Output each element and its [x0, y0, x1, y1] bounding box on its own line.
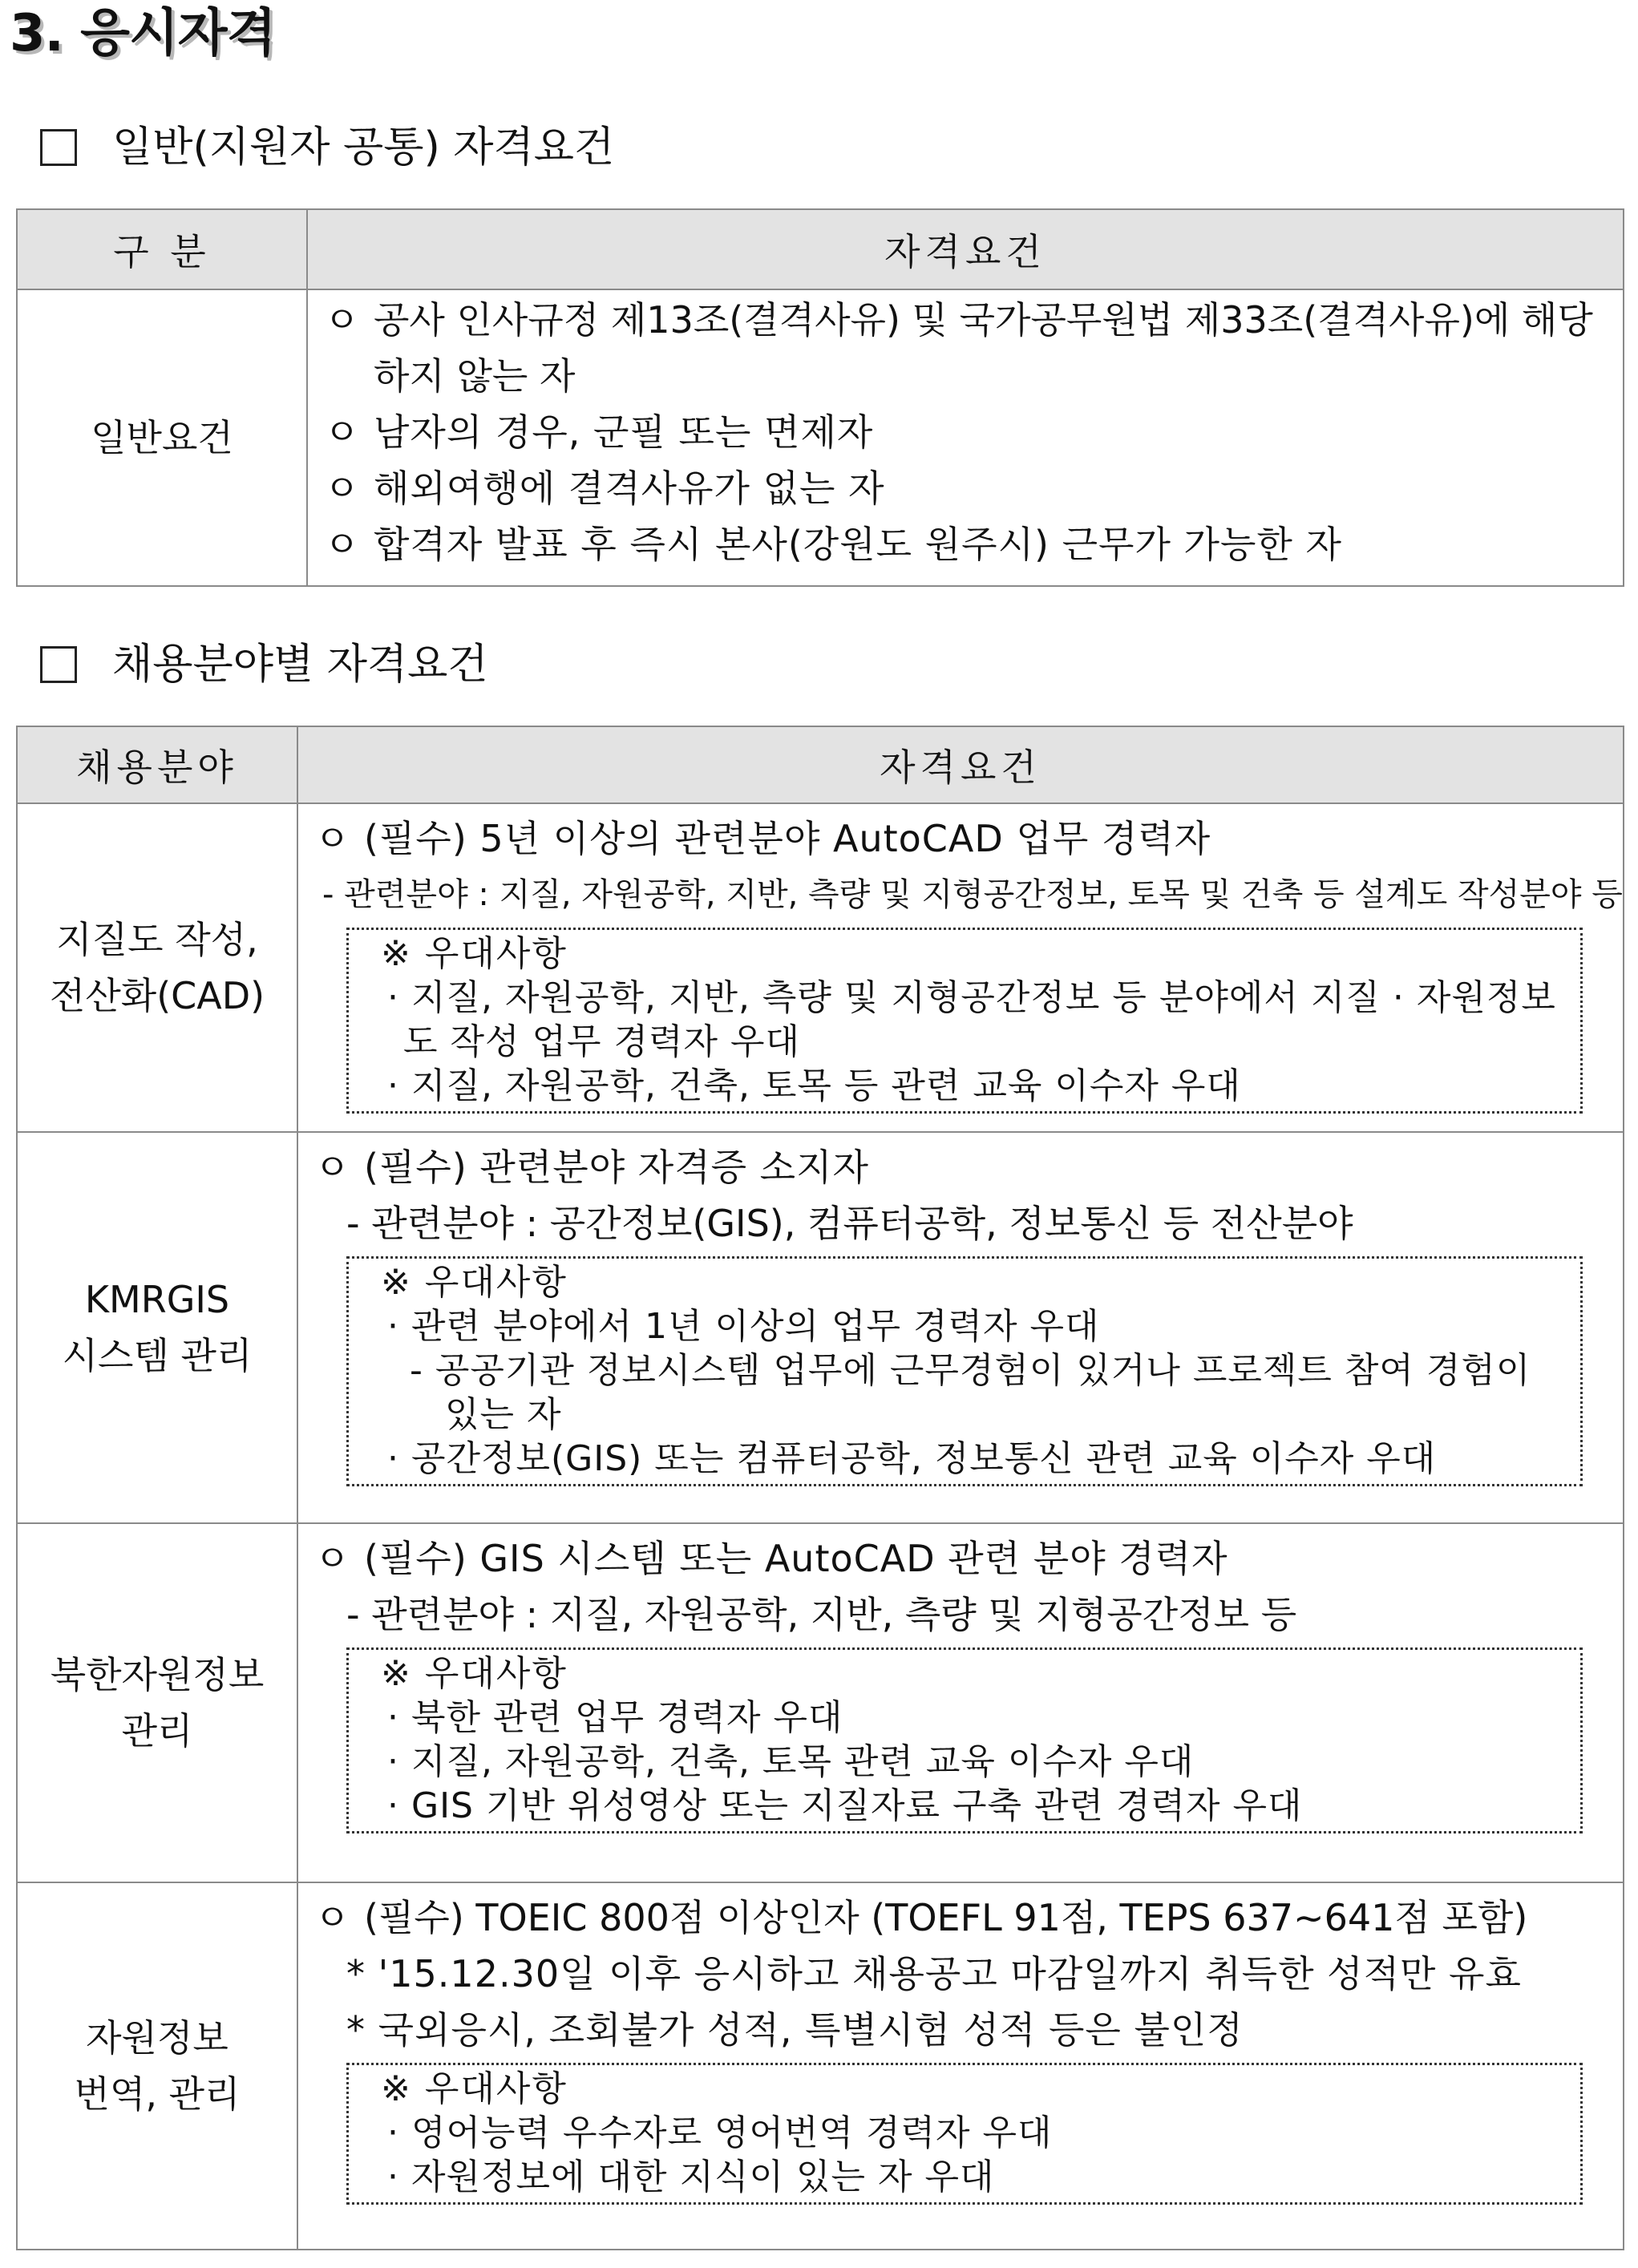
preference-item: · 관련 분야에서 1년 이상의 업무 경력자 우대 [387, 1306, 1100, 1347]
requirements-cell [297, 803, 1624, 1132]
note-line: * '15.12.30일 이후 응시하고 채용공고 마감일까지 취득한 성적만 유효 [346, 1952, 1522, 1995]
bullet-icon: ㅇ [314, 1896, 350, 1939]
reference-mark-icon: ※ [381, 933, 412, 974]
required-item: ㅇ (필수) GIS 시스템 또는 AutoCAD 관련 분야 경력자 [314, 1530, 1607, 1587]
field-requirements-table [16, 726, 1624, 2250]
preference-item: · 지질, 자원공학, 건축, 토목 관련 교육 이수자 우대 [387, 1741, 1195, 1782]
preference-box: ※ 우대사항 · 관련 분야에서 1년 이상의 업무 경력자 우대 - 공공기관 정보시스템 업무에 근무경험이 있거나 프로젝트 참여 경험이 있는 자 · 공간정보(GIS) 또는 컴퓨터공학, 정보통신 관련 교육 이수자 우대 [346, 1256, 1583, 1486]
table-row [17, 803, 1624, 1132]
preference-item: · 지질, 자원공학, 건축, 토목 등 관련 교육 이수자 우대 [387, 1065, 1241, 1106]
preference-item: · 공간정보(GIS) 또는 컴퓨터공학, 정보통신 관련 교육 이수자 우대 [387, 1438, 1437, 1479]
detail-line: - 관련분야 : 지질, 자원공학, 지반, 측량 및 지형공간정보, 토목 및 건축 등 설계도 작성분야 등 [322, 876, 1623, 913]
preference-box: ※ 우대사항 · 영어능력 우수자로 영어번역 경력자 우대 · 자원정보에 대한 지식이 있는 자 우대 [346, 2063, 1583, 2205]
required-item: ㅇ (필수) 5년 이상의 관련분야 AutoCAD 업무 경력자 [314, 811, 1607, 867]
requirements-cell [297, 1132, 1624, 1523]
header-requirements: 자격요건 [307, 209, 1624, 289]
preference-box: ※ 우대사항 · 지질, 자원공학, 지반, 측량 및 지형공간정보 등 분야에서 지질 · 자원정보도 작성 업무 경력자 우대 · 지질, 자원공학, 건축, 토목 등 관련 교육 이수자 우대 [346, 928, 1583, 1114]
row-category: 북한자원정보 관리 [17, 1523, 297, 1882]
preference-item: · GIS 기반 위성영상 또는 지질자료 구축 관련 경력자 우대 [387, 1785, 1303, 1826]
bullet-icon: ㅇ [324, 298, 360, 342]
bullet-icon: ㅇ [314, 1146, 350, 1189]
checkbox-icon [40, 646, 77, 683]
row-category: 자원정보 번역, 관리 [17, 1882, 297, 2250]
header-category: 구 분 [17, 209, 307, 289]
bullet-icon: ㅇ [314, 817, 350, 860]
bullet-icon: ㅇ [324, 410, 360, 454]
list-item: ㅇ 남자의 경우, 군필 또는 면제자 [324, 404, 1607, 460]
page-title: 3. 응시자격 [10, 4, 276, 63]
table-row [17, 289, 1624, 586]
detail-line: - 관련분야 : 지질, 자원공학, 지반, 측량 및 지형공간정보 등 [346, 1593, 1297, 1636]
list-item: ㅇ 공사 인사규정 제13조(결격사유) 및 국가공무원법 제33조(결격사유)에 해당하지 않는 자 [324, 292, 1607, 404]
checkbox-icon [40, 129, 77, 166]
preference-item: · 지질, 자원공학, 지반, 측량 및 지형공간정보 등 분야에서 지질 · 자원정보도 작성 업무 경력자 우대 [387, 977, 1556, 1062]
reference-mark-icon: ※ [381, 1653, 412, 1694]
list-item: ㅇ 합격자 발표 후 즉시 본사(강원도 원주시) 근무가 가능한 자 [324, 516, 1607, 572]
table-header-row [17, 726, 1624, 803]
detail-line: - 관련분야 : 공간정보(GIS), 컴퓨터공학, 정보통신 등 전산분야 [346, 1202, 1353, 1245]
requirements-cell [297, 1882, 1624, 2250]
table-header-row [17, 209, 1624, 289]
requirements-cell [307, 289, 1624, 586]
row-category: KMRGIS 시스템 관리 [17, 1132, 297, 1523]
header-requirements: 자격요건 [297, 726, 1624, 803]
required-item: ㅇ (필수) TOEIC 800점 이상인자 (TOEFL 91점, TEPS 637~641점 포함) [314, 1890, 1607, 1946]
bullet-icon: ㅇ [324, 467, 360, 510]
general-requirements-table [16, 208, 1624, 587]
reference-mark-icon: ※ [381, 2068, 412, 2109]
preference-item: · 자원정보에 대한 지식이 있는 자 우대 [387, 2157, 995, 2197]
preference-item: · 북한 관련 업무 경력자 우대 [387, 1697, 843, 1738]
list-item: ㅇ 해외여행에 결격사유가 없는 자 [324, 460, 1607, 516]
preference-item: · 영어능력 우수자로 영어번역 경력자 우대 [387, 2112, 1053, 2153]
section-general-title [40, 123, 615, 172]
preference-box: ※ 우대사항 · 북한 관련 업무 경력자 우대 · 지질, 자원공학, 건축, 토목 관련 교육 이수자 우대 · GIS 기반 위성영상 또는 지질자료 구축 관련 경력자 우대 [346, 1647, 1583, 1833]
table-row [17, 1523, 1624, 1882]
row-category: 지질도 작성, 전산화(CAD) [17, 803, 297, 1132]
required-item: ㅇ (필수) 관련분야 자격증 소지자 [314, 1139, 1607, 1195]
section-title-text: 일반(지원자 공통) 자격요건 [112, 123, 615, 172]
requirements-cell [297, 1523, 1624, 1882]
table-row [17, 1132, 1624, 1523]
header-field: 채용분야 [17, 726, 297, 803]
section-field-title [40, 641, 488, 689]
preference-subitem: - 공공기관 정보시스템 업무에 근무경험이 있거나 프로젝트 참여 경험이 있는 자 [410, 1350, 1531, 1435]
note-line: * 국외응시, 조회불가 성적, 특별시험 성적 등은 불인정 [346, 2008, 1244, 2052]
section-title-text: 채용분야별 자격요건 [112, 641, 488, 689]
bullet-icon: ㅇ [314, 1537, 350, 1580]
bullet-icon: ㅇ [324, 523, 360, 566]
table-row [17, 1882, 1624, 2250]
row-category: 일반요건 [17, 289, 307, 586]
reference-mark-icon: ※ [381, 1262, 412, 1303]
